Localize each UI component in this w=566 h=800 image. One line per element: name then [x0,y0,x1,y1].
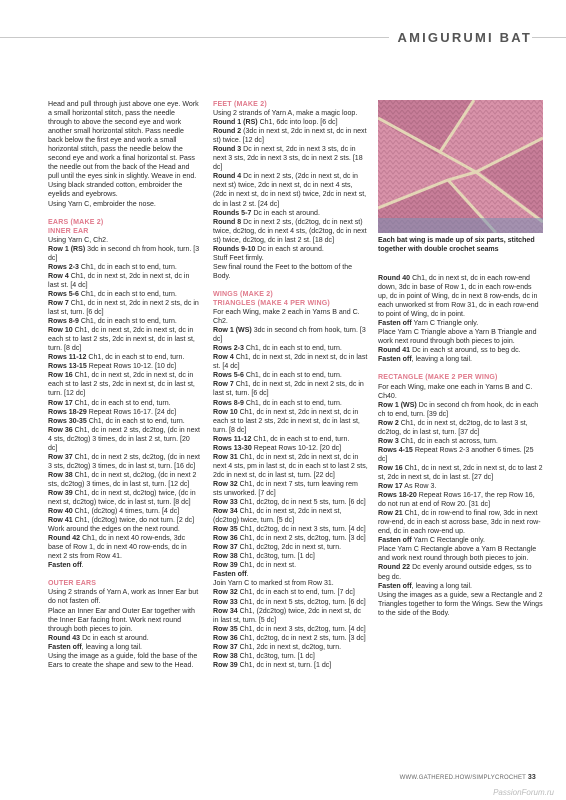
instruction-text: Using Yarn C, embroider the nose. [48,200,156,208]
instruction-text: Dc in next 2 sts, (2dc in next st, dc in next st) twice, 2dc in next st, dc in next 4 sts, (2dc in next st, dc in next st) twice, 2dc in next st, dc in last 2 st. [24 dc] [213,173,367,208]
instruction-text: Dc in each st around. [251,209,320,217]
instruction-text: , leaving a long tail. [411,356,473,364]
instruction-text: For each Wing, make 2 each in Yarns B and C. [213,309,360,317]
instruction-paragraph [48,200,200,209]
column-1 [48,100,200,670]
instruction-label: Row 38 [213,553,238,561]
instruction-paragraph [213,218,368,245]
instruction-text: Ch1, dc in next st. [237,562,297,570]
instruction-paragraph [213,652,368,661]
instruction-text: 3dc in second ch from hook, turn. [3 dc] [213,327,366,344]
instruction-text: Ch1, dc in next 2 sts, dc2tog, turn. [3 dc] [237,535,366,543]
instruction-text: Using 2 strands of Yarn A, make a magic loop. [213,110,358,118]
instruction-label: Row 41 [48,517,73,525]
instruction-text: Work around the edges on the next round. [48,526,180,534]
instruction-text: Ch1, dc in next 7 sts, turn leaving rem sts unworked. [7 dc] [213,480,358,497]
instruction-label: Rows 11-12 [48,354,87,362]
instruction-paragraph [213,435,368,444]
instruction-paragraph [378,582,543,591]
instruction-text: Ch1, dc in each st to end, turn. [243,345,342,353]
instruction-text: , leaving a long tail. [81,643,143,651]
instruction-paragraph [378,536,543,545]
instruction-text: Repeat Rows 2-3 another 6 times. [25 dc] [378,446,534,463]
instruction-paragraph [213,127,368,145]
instruction-paragraph [378,545,543,563]
photo-caption: Each bat wing is made up of six parts, stitched together with double crochet seams [378,237,535,254]
instruction-text: Ch1, dc in next st, dc2tog) twice, (dc in next st, dc2tog) twice, dc in last st, turn. [8 dc] [48,489,196,507]
section-heading: FEET (MAKE 2) [213,101,267,108]
instruction-text: Ch1, 2dc in next st, dc2tog, turn. [237,643,342,651]
instruction-paragraph [213,118,368,127]
instruction-label: Rounds 9-10 [213,245,256,253]
instruction-label: Row 16 [48,372,73,380]
instruction-text: Repeat Rows 10-12. [10 dc] [86,363,177,371]
instruction-paragraph [48,471,200,489]
instruction-paragraph [378,383,543,401]
instruction-text: Repeat Rows 16-17. [24 dc] [86,408,177,416]
instruction-label: Row 17 [48,399,73,407]
instruction-label: Row 10 [213,408,238,416]
instruction-label: Round 2 [213,128,242,136]
instruction-paragraph [213,507,368,525]
instruction-label: Row 37 [213,544,238,552]
instruction-text: Ch1, dc in next st, turn. [1 dc] [237,661,332,669]
instruction-label: Round 22 [378,564,411,572]
instruction-label: Fasten off [378,537,412,545]
instruction-paragraph [213,145,368,172]
instruction-label: Row 21 [378,510,403,518]
instruction-text: Dc in each st around, ss to beg dc. [410,347,521,355]
instruction-label: Row 4 [213,354,234,362]
footer-site: WWW.GATHERED.HOW/SIMPLYCROCHET [399,775,526,781]
instruction-paragraph [213,661,368,670]
instruction-paragraph [48,326,200,353]
instruction-label: Row 7 [213,381,234,389]
instruction-label: Rows 4-15 [378,446,413,454]
instruction-text: Ch1, dc in each st to end, turn. [72,399,171,407]
instruction-label: Round 40 [378,275,411,282]
instruction-label: Rows 2-3 [48,263,79,271]
instruction-label: Rows 5-6 [213,372,244,380]
instruction-label: Row 39 [213,562,238,570]
instruction-paragraph [213,561,368,570]
instruction-label: Row 2 [378,419,399,427]
instruction-paragraph [48,453,200,471]
instruction-text: Ch1, dc in each st to end, turn. [243,372,342,380]
instruction-paragraph [48,652,200,670]
instruction-paragraph [48,399,200,408]
instruction-label: Row 35 [213,625,238,633]
instruction-paragraph [378,446,543,464]
instruction-text: As Row 3. [402,483,437,491]
instruction-text: Ch1, (dc2tog) twice, do not turn. [2 dc] [72,517,195,525]
instruction-text: Ch1, dc in next st, 2dc in next st, dc in next 4 sts, pm in last st, dc in each st to last 2 sts, 2dc in next st, dc in last st, turn. [22 dc] [213,453,368,479]
instruction-paragraph [48,561,200,570]
instruction-label: Round 3 [213,146,242,154]
instruction-paragraph [213,172,368,208]
instruction-paragraph [48,317,200,326]
instruction-paragraph [213,588,368,597]
instruction-paragraph [213,399,368,408]
instruction-text: Ch2. [213,318,228,326]
instruction-paragraph [213,326,368,344]
instruction-paragraph [48,408,200,417]
instruction-paragraph [48,634,200,643]
instruction-paragraph [48,371,200,398]
instruction-label: Row 38 [48,471,73,479]
instruction-label: Row 7 [48,299,69,307]
instruction-text: Ch1, dc in next 5 sts, dc2tog, turn. [6 dc] [237,598,366,606]
instruction-paragraph [48,362,200,371]
instruction-label: Round 42 [48,535,81,543]
instruction-text: Using the images as a guide, sew a Rectangle and 2 Triangles together to form the Wings. Sew the Wings to the side of the Body. [378,591,543,617]
instruction-text: Ch1, (2dc2tog) twice, 2dc in next st, dc in last st, turn. [5 dc] [213,607,362,624]
instruction-paragraph [378,437,543,446]
instruction-text: Ch1, dc3tog, turn. [1 dc] [237,553,315,561]
instruction-text: Ch1, dc in next st, dc in each row-end down, 3dc in base of Row 1, dc in each row-ends up, dc in point of Wing, dc in next 8 row-ends, dc in each unworked st from Row 31, dc in each row-end to point of Wing, dc in point. [378,275,539,319]
instruction-label: Row 36 [48,426,73,434]
instruction-text: Ch1, dc2tog, 2dc in next st, turn. [237,544,342,552]
instruction-text: Ch1, dc in each st across, turn. [398,437,498,445]
instruction-label: Row 39 [213,661,238,669]
instruction-paragraph [48,489,200,507]
instruction-text: . [81,562,84,570]
instruction-paragraph [378,328,543,346]
instruction-paragraph [378,401,543,419]
instruction-text: Ch1, dc in each st to end, turn. [86,417,185,425]
instruction-text: Yarn C Rectangle only. [411,537,485,545]
instruction-paragraph [378,355,543,364]
instruction-paragraph [213,634,368,643]
instruction-paragraph [48,607,200,634]
wing-photo [378,100,543,233]
instruction-label: Round 43 [48,634,81,642]
instruction-paragraph [213,308,368,317]
instruction-text: Ch1, dc in next st, 2dc in next st, dc in last st. [4 dc] [213,354,368,371]
instruction-label: Row 16 [378,464,403,472]
instruction-paragraph [378,563,543,581]
instruction-label: Row 36 [213,535,238,543]
instruction-paragraph [48,588,200,606]
instruction-paragraph [213,380,368,398]
instruction-paragraph [378,491,543,509]
instruction-text: Ch1, dc in each st to end, turn. [78,318,177,326]
instruction-text: Ch1, dc in next st, 2dc in next st, dc in last st. [4 dc] [48,272,190,289]
instruction-text: Ch1, dc in each st to end, turn. [78,263,177,271]
instruction-paragraph [213,245,368,254]
instruction-paragraph [48,272,200,290]
instruction-text: Ch1, dc in next st, dc2tog, (dc in next 2 sts, dc2tog) 3 times, dc in last st, turn. [12 dc] [48,471,197,488]
instruction-text: Ch1, dc in each st to end, turn. [86,354,185,362]
instruction-text: Place an Inner Ear and Outer Ear together with the Inner Ear facing front. Work next round through both pieces to join. [48,607,195,633]
instruction-paragraph [378,482,543,491]
instruction-paragraph [213,254,368,263]
instruction-text: Ch1, dc in next 3 sts, dc2tog, turn. [4 dc] [237,625,366,633]
instruction-paragraph [213,579,368,588]
instruction-paragraph [48,417,200,426]
instruction-paragraph [378,346,543,355]
instruction-text: Ch1, dc in each st to end, turn. [251,435,350,443]
instruction-text: Place Yarn C Rectangle above a Yarn B Rectangle and work next round through both pieces to join. [378,546,537,563]
section-heading: INNER EAR [48,227,89,235]
instruction-label: Row 33 [213,598,238,606]
instruction-text: Head and pull through just above one eye. Work a small horizontal stitch, pass the needle through to above the second eye and work another small horizontal stitch. Pass needle back below the first eye and work a small horizontal stitch, pass the needle below the second eye and work a final horizontal st. Pass the needle out from the back of the Head and pull until the eyes sink in slightly. Weave in end. Using black stranded cotton, embroider the eyelids and eyebrows. [48,101,199,199]
instruction-label: Row 39 [48,489,73,497]
instruction-paragraph [213,209,368,218]
instruction-label: Row 1 (WS) [213,327,252,335]
instruction-text: Ch1, dc in next st, 2dc in next st, dc in each st to last 2 sts, 2dc in next st, dc in last st, turn. [8 dc] [48,327,195,353]
section-heading: WINGS (MAKE 2) [213,290,273,298]
instruction-paragraph [213,353,368,371]
column-2 [213,100,368,670]
wing-photo-image [378,100,543,233]
instruction-paragraph [48,299,200,317]
instruction-text: 3dc in second ch from hook, turn. [3 dc] [48,245,200,262]
instruction-label: Row 4 [48,272,69,280]
instruction-label: Rows 8-9 [213,399,244,407]
instruction-text: Ch1, dc2tog, dc in next 5 sts, turn. [6 dc] [237,499,366,507]
instruction-label: Rounds 5-7 [213,209,252,217]
instruction-text: Ch1, dc in next 40 row-ends, 3dc base of Row 1, dc in next 40 row-ends, dc in next 2 sts from Row 41. [48,535,187,561]
instruction-label: Fasten off [48,643,82,651]
instruction-paragraph [213,344,368,353]
paragraph-gap [48,570,200,579]
instruction-text: Dc evenly around outside edges, ss to beg dc. [378,564,532,581]
instruction-paragraph [213,317,368,326]
instruction-paragraph [213,552,368,561]
instruction-paragraph [213,625,368,634]
instruction-paragraph [213,498,368,507]
instruction-label: Rows 18-20 [378,492,417,500]
instruction-text: Using 2 strands of Yarn A, work as Inner Ear but do not fasten off. [48,589,199,606]
instruction-label: Row 37 [213,643,238,651]
instruction-label: Rows 13-15 [48,363,87,371]
paragraph-gap [213,281,368,290]
page-number: 33 [527,774,536,781]
instruction-text: Stuff Feet firmly. [213,254,264,262]
section-heading: EARS (MAKE 2) [48,218,104,226]
instruction-paragraph [213,408,368,435]
instruction-paragraph [48,643,200,652]
instruction-text: Dc in second ch from hook, dc in each ch to end, turn. [39 dc] [378,401,539,418]
instruction-label: Rows 30-35 [48,417,87,425]
instruction-text: Ch1, dc in next st, 2dc in next st, dc in each st to last 2 sts, 2dc in next st, dc in last st, turn. [12 dc] [48,372,195,398]
instruction-paragraph [213,371,368,380]
instruction-text: Ch1, dc in next 2 sts, dc2tog, (dc in next 4 sts, dc2tog) 3 times, dc in last 2 st, turn. [20 dc] [48,426,200,452]
instruction-text: Ch1, dc in next st, 2dc in next st, dc to last 2 st, 2dc in next st, dc in last st. [27 dc] [378,464,543,481]
instruction-paragraph [213,263,368,281]
instruction-paragraph [48,516,200,525]
instruction-label: Row 33 [213,499,238,507]
column-3 [378,274,543,618]
instruction-label: Row 38 [213,652,238,660]
instruction-paragraph [213,570,368,579]
instruction-paragraph [213,109,368,118]
instruction-label: Fasten off [378,582,412,590]
instruction-text: Ch1, dc in each st to end, turn. [78,290,177,298]
instruction-text: Using Yarn C, Ch2. [48,236,109,244]
instruction-text: Ch1, dc2tog, dc in next 2 sts, turn. [3 dc] [237,634,366,642]
instruction-label: Rows 11-12 [213,435,252,443]
instruction-paragraph [378,464,543,482]
instruction-paragraph [213,543,368,552]
instruction-label: Row 1 (WS) [378,401,417,409]
watermark: PassionForum.ru [493,788,554,797]
instruction-paragraph [213,480,368,498]
instruction-label: Fasten off [378,320,412,328]
instruction-text: Ch1, dc in each st to end, turn. [243,399,342,407]
instruction-label: Rows 5-6 [48,290,79,298]
instruction-text: Ch1, dc in row-end to final row, 3dc in next row-end, dc in each st across base, 3dc in next row-end, dc in each row-end up. [378,510,541,536]
instruction-text: (3dc in next st, 2dc in next st, dc in next st) twice. [12 dc] [213,128,367,145]
instruction-paragraph [213,453,368,480]
instruction-paragraph [378,509,543,536]
instruction-label: Fasten off [378,356,412,364]
section-heading: OUTER EARS [48,580,97,588]
instruction-text: Ch1, dc in each st to end, turn. [7 dc] [237,589,355,597]
instruction-label: Fasten off [48,562,82,570]
instruction-text: Ch1, dc in next st, dc2tog, dc to last 3 st, dc2tog, dc in last st, turn. [37 dc] [378,419,528,436]
instruction-label: Round 8 [213,218,242,226]
instruction-label: Round 4 [213,173,242,181]
instruction-label: Rows 2-3 [213,345,244,353]
instruction-text: Dc in each st around. [80,634,149,642]
instruction-paragraph [48,236,200,245]
instruction-text: Sew final round the Feet to the bottom of the Body. [213,263,353,280]
instruction-label: Row 34 [213,607,238,615]
instruction-text: Ch1, dc2tog, dc in next 3 sts, turn. [4 dc] [237,526,366,534]
instruction-label: Rows 18-29 [48,408,87,416]
instruction-paragraph [213,598,368,607]
instruction-paragraph [378,274,543,319]
instruction-label: Row 40 [48,508,73,516]
instruction-label: Row 35 [213,526,238,534]
instruction-paragraph [378,591,543,618]
instruction-paragraph [48,534,200,561]
instruction-paragraph [48,525,200,534]
instruction-label: Row 3 [378,437,399,445]
instruction-text: Repeat Rows 16-17, the rep Row 16, do not run at end of Row 20. [31 dc] [378,492,535,509]
paragraph-gap [378,364,543,373]
instruction-text: For each Wing, make one each in Yarns B and C. Ch40. [378,383,533,400]
instruction-text: Ch1, dc3tog, turn. [1 dc] [237,652,315,660]
instruction-text: Ch1, dc in next st, 2dc in next 2 sts, dc in last st, turn. [6 dc] [48,299,199,317]
page-footer [400,774,536,781]
page-header [0,28,566,48]
instruction-text: Using the image as a guide, fold the base of the Ears to create the shape and sew to the Head. [48,652,198,669]
instruction-label: Row 17 [378,483,403,491]
instruction-text: Ch1, 6dc into loop. [6 dc] [257,119,338,127]
instruction-paragraph [48,100,200,200]
instruction-text: , leaving a long tail. [411,582,473,590]
instruction-text: Ch1, dc in next st, 2dc in next 2 sts, dc in last st, turn. [6 dc] [213,381,364,398]
instruction-label: Row 37 [48,453,73,461]
instruction-paragraph [48,290,200,299]
instruction-paragraph [378,419,543,437]
instruction-paragraph [213,534,368,543]
instruction-label: Rows 13-30 [213,444,252,452]
instruction-text: Join Yarn C to marked st from Row 31. [213,580,334,588]
instruction-text: . [246,571,249,579]
instruction-paragraph [213,444,368,453]
section-heading: TRIANGLES (MAKE 4 PER WING) [213,299,330,307]
instruction-paragraph [48,426,200,453]
instruction-paragraph [213,643,368,652]
instruction-label: Rows 8-9 [48,318,79,326]
instruction-label: Row 32 [213,589,238,597]
instruction-paragraph [48,353,200,362]
instruction-paragraph [48,263,200,272]
instruction-text: Dc in each st around. [255,245,324,253]
instruction-label: Fasten off [213,571,247,579]
instruction-label: Round 41 [378,347,411,355]
instruction-paragraph [378,319,543,328]
instruction-text: Repeat Rows 10-12. [20 dc] [251,444,342,452]
instruction-text: Ch1, dc in next st, 2dc in next st, (dc2tog) twice, turn. [5 dc] [213,508,342,525]
instruction-text: Place Yarn C Triangle above a Yarn B Triangle and work next round through both pieces to join. [378,329,537,346]
instruction-label: Row 36 [213,634,238,642]
instruction-paragraph [48,507,200,516]
instruction-label: Row 10 [48,327,73,335]
instruction-text: Ch1, (dc2tog) 4 times, turn. [4 dc] [72,508,180,516]
instruction-text: Ch1, dc in next 2 sts, dc2tog, (dc in next 3 sts, dc2tog) 3 times, dc in last st, turn. [16 dc] [48,453,200,470]
instruction-text: Dc in next 2 sts, (dc2tog, dc in next st) twice, dc2tog, dc in next 4 sts, (dc2tog, dc in next st) twice, dc2tog, dc in last 2 st. [18 dc] [213,218,367,244]
instruction-label: Row 1 (RS) [48,245,86,253]
instruction-label: Row 34 [213,508,238,516]
instruction-label: Row 32 [213,480,238,488]
instruction-text: Ch1, dc in next st, 2dc in next st, dc in each st to last 2 sts, 2dc in next st, dc in last st, turn. [8 dc] [213,408,360,434]
instruction-label: Round 1 (RS) [213,119,258,127]
instruction-text: Yarn C Triangle only. [411,320,479,328]
instruction-text: Dc in next st, 2dc in next 3 sts, dc in next 3 sts, 2dc in next 3 sts, dc in next 2 sts. [18 dc] [213,146,363,172]
instruction-paragraph [213,525,368,534]
instruction-paragraph [213,607,368,625]
instruction-paragraph [48,245,200,263]
section-heading: RECTANGLE (MAKE 2 PER WING) [378,374,498,382]
instruction-label: Row 31 [213,453,238,461]
paragraph-gap [48,209,200,218]
page-title: AMIGURUMI BAT [389,30,532,45]
